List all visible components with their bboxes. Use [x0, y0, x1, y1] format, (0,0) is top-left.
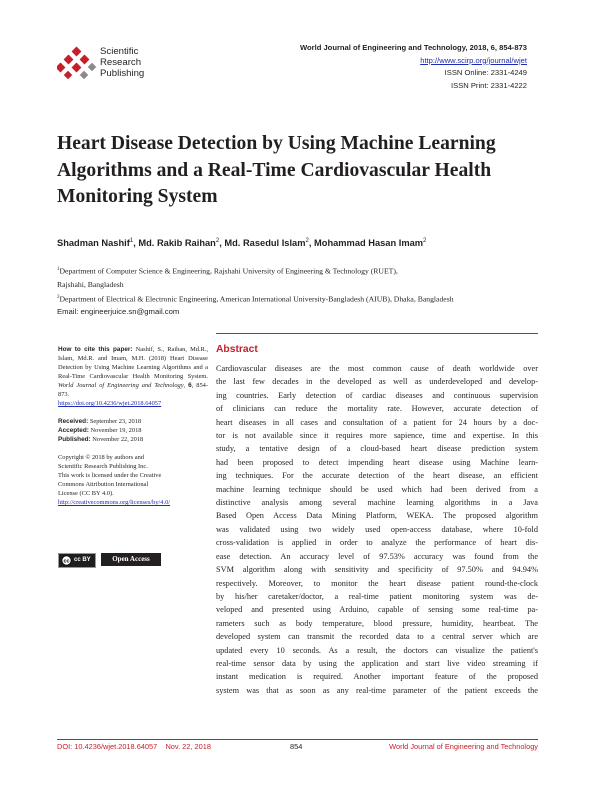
affiliation-1: [57, 263, 547, 278]
author-affiliation-mark: 1: [129, 238, 134, 244]
author-name: Mohammad Hasan Imam: [314, 238, 424, 249]
affiliation-2: [57, 291, 547, 306]
abstract-line: rameters such as body temperature, blood pressure, humidity, heartbeat. The: [216, 618, 538, 628]
footer-doi: DOI: 10.4236/wjet.2018.64057 Nov. 22, 2018: [57, 742, 211, 751]
abstract-line: respectively. Moreover, to monitor the heart disease patient round-the-clock: [216, 578, 538, 588]
author-separator: ,: [219, 238, 225, 249]
abstract-line: system was that as soon as any real-time parameter of the patient exceeds the: [216, 685, 538, 695]
affiliation-mark: 2: [57, 294, 60, 300]
abstract-line: ing countries. Early detection of cardiac diseases and continuous supervision: [216, 390, 538, 400]
license-block: [58, 453, 208, 507]
received-label: Received:: [58, 418, 89, 425]
publisher-name: [100, 46, 144, 79]
abstract-line: ease detection. An accuracy level of 97.53% accuracy was found from the: [216, 551, 538, 561]
cite-pages: , 854-873.: [58, 382, 208, 398]
accepted-label: Accepted:: [58, 427, 89, 434]
section-divider: [216, 333, 538, 334]
abstract-line: the last few decades in the developed as well as underdeveloped and develop-: [216, 377, 538, 387]
abstract-line: developed system can transmit the recorded data to a central server which are: [216, 632, 538, 642]
abstract-line: had been proposed to detect impending heart disease using Machine learn-: [216, 457, 538, 467]
author-name: Md. Rasedul Islam: [224, 238, 306, 249]
affiliations: [57, 263, 547, 318]
cite-volume: 6: [188, 382, 192, 389]
page-footer: [57, 742, 538, 752]
license-badges: [58, 553, 170, 567]
abstract-line: distinctive analysis among several machine learning algorithms in a Java: [216, 498, 538, 508]
abstract-line: heart diseases in all cases and consultation of a patient for 24 hours by a doc-: [216, 417, 538, 427]
author-name: Shadman Nashif: [57, 238, 130, 249]
license-line3: License (CC BY 4.0).: [58, 490, 114, 497]
author-list: [57, 238, 547, 248]
abstract-line: was validated using two widely used open-access database, where 10-fold: [216, 524, 538, 534]
affiliation-1-text: Department of Computer Science & Engineering, Rajshahi University of Engineering & Technology (RUET),: [59, 266, 398, 276]
abstract-line: ing techniques. For the accurate detection of the heart disease, an efficient: [216, 471, 538, 481]
abstract-line: of clinicians can reduce the mortality rate. However, accurate detection of: [216, 404, 538, 414]
open-access-badge: Open Access: [101, 553, 161, 566]
affiliation-mark: 1: [57, 267, 60, 272]
abstract-line: machine learning technique should be used which had been derived from a: [216, 484, 538, 494]
corresponding-email: Email: engineerjuice.sn@gmail.com: [57, 307, 180, 317]
cc-by-badge[interactable]: [58, 553, 96, 568]
author-name: Md. Rakib Raihan: [138, 238, 216, 249]
abstract-line: study, a tentative design of a cloud-based heart disease prediction system: [216, 444, 538, 454]
abstract-line: updated every 10 seconds. As a result, the doctors can visualize the patient's: [216, 645, 538, 655]
affiliation-2-text: Department of Electrical & Electronic Engineering, American International University-Bangladesh (AIUB), Dhaka, Bangladesh: [59, 294, 454, 304]
dates-block: [58, 417, 208, 444]
publisher-name-line1: Scientific: [100, 46, 139, 57]
paper-title: Heart Disease Detection by Using Machine Learning Algorithms and a Real-Time Cardiovascular Health Monitoring System: [57, 133, 496, 208]
copyright-line2: Scientific Research Publishing Inc.: [58, 463, 148, 470]
accepted-date: November 19, 2018: [90, 427, 142, 434]
publisher-name-line2: Research: [100, 57, 142, 68]
cite-label: How to cite this paper:: [58, 346, 133, 353]
received-date: September 23, 2018: [89, 418, 142, 425]
abstract-line: Based Open Access Data Mining Platform, WEKA. The proposed algorithm: [216, 511, 538, 521]
footer-rule: [57, 739, 538, 740]
abstract-line: by his/her caretaker/doctor, a real-time patient monitoring system was de-: [216, 591, 538, 601]
abstract-line: veloped and presented using Arduino, capable of sensing some real-time pa-: [216, 605, 538, 615]
author-affiliation-mark: 2: [215, 238, 220, 244]
abstract-line: tor is not available since it requires more sapience, time and expertise. In this: [216, 431, 538, 441]
issn-online: ISSN Online: 2331-4249: [444, 68, 527, 78]
cite-text: Nashif, S., Raihan, Md.R., Islam, Md.R. and Imam, M.H. (2018) Heart Disease Detection by Using Machine Learning Algorithms and a Real-Time Cardiovascular Health Monitoring System.: [58, 346, 208, 380]
journal-citation: World Journal of Engineering and Technology, 2018, 6, 854-873: [299, 43, 527, 52]
abstract-line: real-time sensor data by using the application and start live video streaming if: [216, 658, 538, 668]
page-number: 854: [290, 742, 303, 751]
author-affiliation-mark: 2: [423, 238, 427, 244]
abstract-line: instant medication is required. Another important feature of the proposed: [216, 672, 538, 682]
abstract-line: cross-validation is applied in order to analyze the performance of heart dis-: [216, 538, 538, 548]
published-label: Published:: [58, 436, 91, 443]
article-info-sidebar: [58, 345, 208, 507]
abstract-body: [216, 362, 538, 697]
abstract-line: Cardiovascular diseases are the most common cause of death worldwide over: [216, 364, 538, 373]
cc-icon-glyph: cc: [63, 558, 70, 565]
cite-journal: World Journal of Engineering and Technology: [58, 382, 184, 389]
cc-badge-text: cc BY: [74, 557, 91, 563]
journal-url-link[interactable]: http://www.scirp.org/journal/wjet: [420, 55, 527, 65]
cite-doi-link[interactable]: https://doi.org/10.4236/wjet.2018.64057: [58, 400, 162, 407]
license-line2: Commons Attribution International: [58, 481, 149, 488]
publisher-logo-icon: [57, 46, 97, 80]
citation-block: How to cite this paper: Nashif, S., Raihan, Md.R., Islam, Md.R. and Imam, M.H. (2018) Heart Disease Detection by Using Machine Learning Algorithms and a Real-Time Cardiovascular Health Monitoring System. World Journal of Engineering and Technology, 6, 854-873. https://doi.org/10.4236/wjet.2018.64057: [58, 346, 208, 407]
footer-journal: World Journal of Engineering and Technology: [389, 742, 538, 751]
cc-icon: [61, 555, 72, 566]
affiliation-1-cont: Rajshahi, Bangladesh: [57, 279, 124, 289]
publisher-logo: [57, 46, 167, 80]
journal-header: [300, 42, 527, 92]
abstract-line: SVM algorithm along with sensitivity and specificity of 97.50% and 94.94%: [216, 565, 538, 575]
license-url-link[interactable]: http://creativecommons.org/licenses/by/4.0/: [58, 499, 171, 506]
license-line1: This work is licensed under the Creative: [58, 472, 162, 479]
author-affiliation-mark: 2: [305, 238, 309, 244]
publisher-name-line3: Publishing: [100, 68, 145, 79]
author-separator: ,: [133, 238, 139, 249]
published-date: November 22, 2018: [92, 436, 144, 443]
author-separator: ,: [308, 238, 315, 249]
abstract-heading: Abstract: [216, 344, 258, 355]
issn-print: ISSN Print: 2331-4222: [451, 80, 527, 90]
copyright-line1: Copyright © 2018 by authors and: [58, 454, 144, 461]
